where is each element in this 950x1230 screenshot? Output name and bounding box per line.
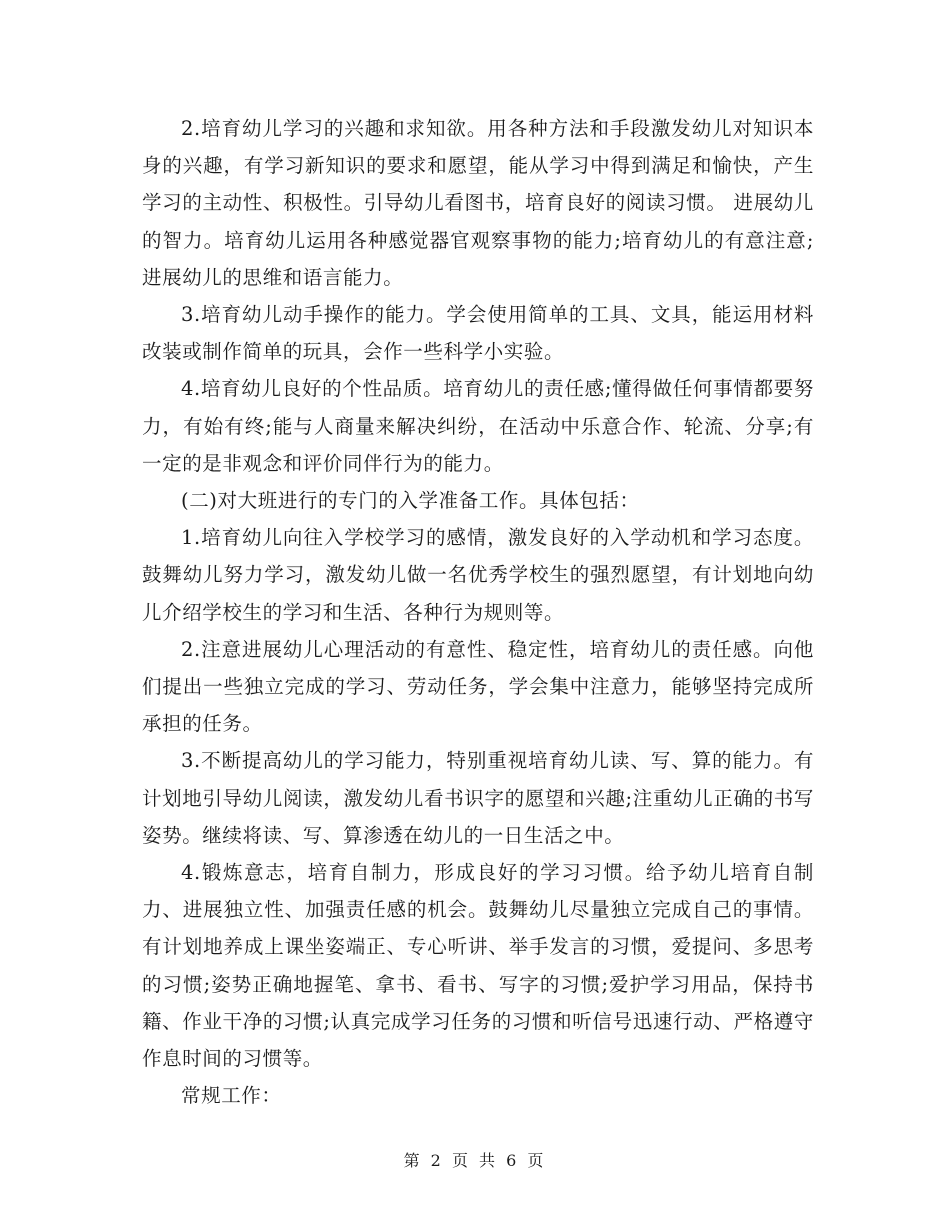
section-heading-routine: 常规工作： bbox=[181, 1084, 282, 1108]
paragraph-interest: 2.培育幼儿学习的兴趣和求知欲。用各种方法和手段激发幼儿对知识本身的兴趣，有学习新知识的要求和愿望，能从学习中得到满足和愉快，产生学习的主动性、积极性。引导幼儿看图书，培育良好的阅读习惯。 进展幼儿的智力。培育幼儿运用各种感觉器官观察事物的能力;培育幼儿的有意注意;进展幼儿的思维和语言能力。 bbox=[142, 117, 814, 289]
paragraph-personality: 4.培育幼儿良好的个性品质。培育幼儿的责任感;懂得做任何事情都要努力，有始有终;能与人商量来解决纠纷，在活动中乐意合作、轮流、分享;有一定的是非观念和评价同伴行为的能力。 bbox=[142, 377, 814, 475]
document-body bbox=[142, 110, 814, 1114]
paragraph-hands-on: 3.培育幼儿动手操作的能力。学会使用简单的工具、文具，能运用材料改装或制作简单的玩具，会作一些科学小实验。 bbox=[142, 303, 814, 364]
paragraph-learning-ability: 3.不断提高幼儿的学习能力，特别重视培育幼儿读、写、算的能力。有计划地引导幼儿阅读，激发幼儿看书识字的愿望和兴趣;注重幼儿正确的书写姿势。继续将读、写、算渗透在幼儿的一日生活之中。 bbox=[142, 749, 814, 847]
paragraph-school-motivation: 1.培育幼儿向往入学校学习的感情，激发良好的入学动机和学习态度。鼓舞幼儿努力学习，激发幼儿做一名优秀学校生的强烈愿望，有计划地向幼儿介绍学校生的学习和生活、各种行为规则等。 bbox=[142, 526, 814, 624]
paragraph-habits: 4.锻炼意志，培育自制力，形成良好的学习习惯。给予幼儿培育自制力、进展独立性、加强责任感的机会。鼓舞幼儿尽量独立完成自己的事情。有计划地养成上课坐姿端正、专心听讲、举手发言的习惯，爱提问、多思考的习惯;姿势正确地握笔、拿书、看书、写字的习惯;爱护学习用品，保持书籍、作业干净的习惯;认真完成学习任务的习惯和听信号迅速行动、严格遵守作息时间的习惯等。 bbox=[142, 861, 814, 1071]
section-heading-school-prep: (二)对大班进行的专门的入学准备工作。具体包括： bbox=[181, 489, 640, 513]
page-number-footer: 第 2 页 共 6 页 bbox=[403, 1151, 547, 1170]
paragraph-attention: 2.注意进展幼儿心理活动的有意性、稳定性，培育幼儿的责任感。向他们提出一些独立完成的学习、劳动任务，学会集中注意力，能够坚持完成所承担的任务。 bbox=[142, 637, 814, 736]
